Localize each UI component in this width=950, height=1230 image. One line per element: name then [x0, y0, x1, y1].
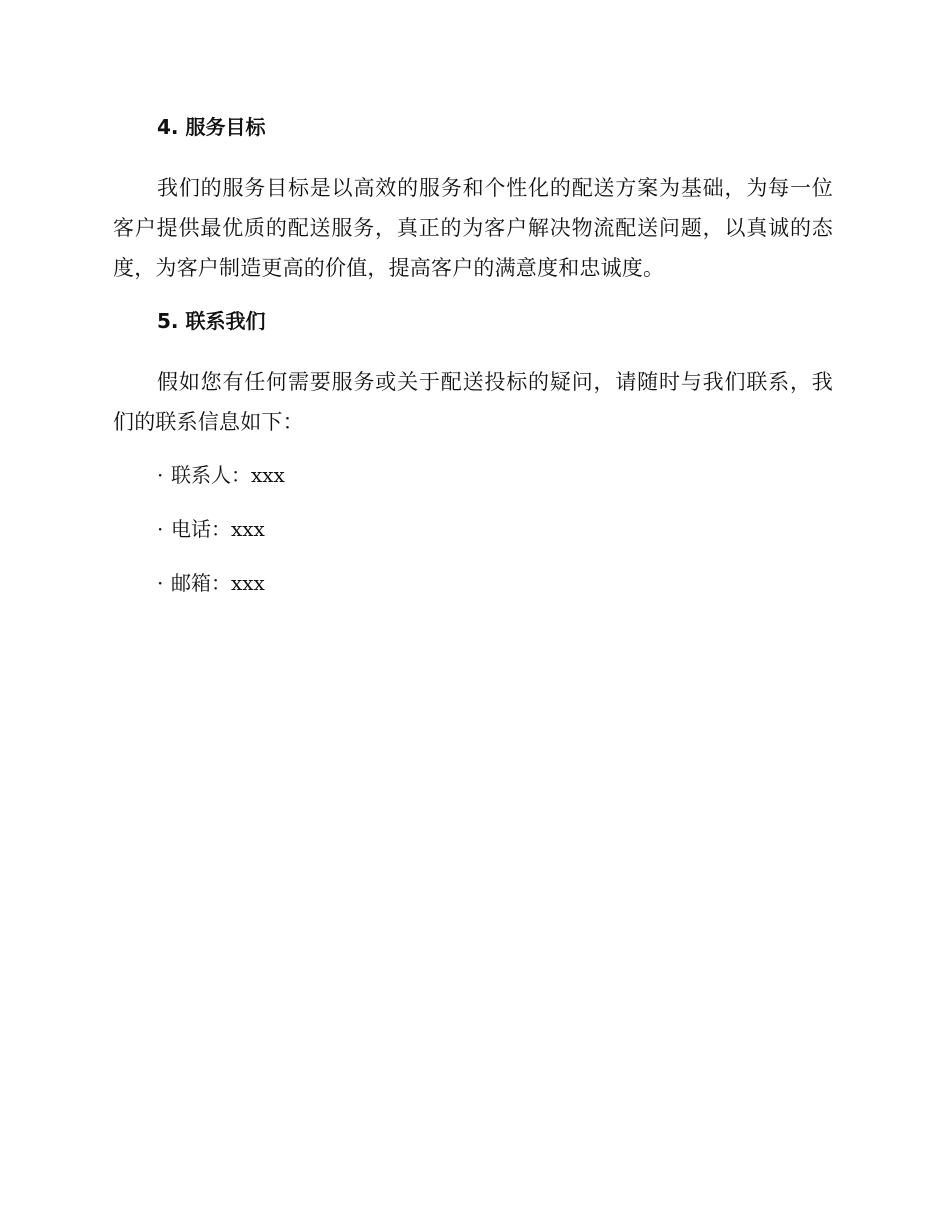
- document-content: [113, 112, 833, 622]
- contact-phone: 电话：xxx: [171, 517, 265, 541]
- section-paragraph: 假如您有任何需要服务或关于配送投标的疑问，请随时与我们联系，我们的联系信息如下：: [113, 370, 833, 434]
- section-heading: 5. 联系我们: [157, 309, 266, 333]
- bullet-icon: ·: [157, 463, 164, 487]
- contact-list: [113, 460, 833, 598]
- section-contact-us: [113, 306, 833, 598]
- bullet-icon: ·: [157, 517, 164, 541]
- list-item: [157, 514, 833, 544]
- section-service-goal: [113, 112, 833, 288]
- contact-email: 邮箱：xxx: [171, 571, 265, 595]
- bullet-icon: ·: [157, 571, 164, 595]
- section-paragraph: 我们的服务目标是以高效的服务和个性化的配送方案为基础，为每一位客户提供最优质的配送服务，真正的为客户解决物流配送问题，以真诚的态度，为客户制造更高的价值，提高客户的满意度和忠诚度。: [113, 176, 833, 280]
- list-item: [157, 460, 833, 490]
- list-item: [157, 568, 833, 598]
- contact-person: 联系人：xxx: [171, 463, 285, 487]
- section-heading: 4. 服务目标: [157, 115, 266, 139]
